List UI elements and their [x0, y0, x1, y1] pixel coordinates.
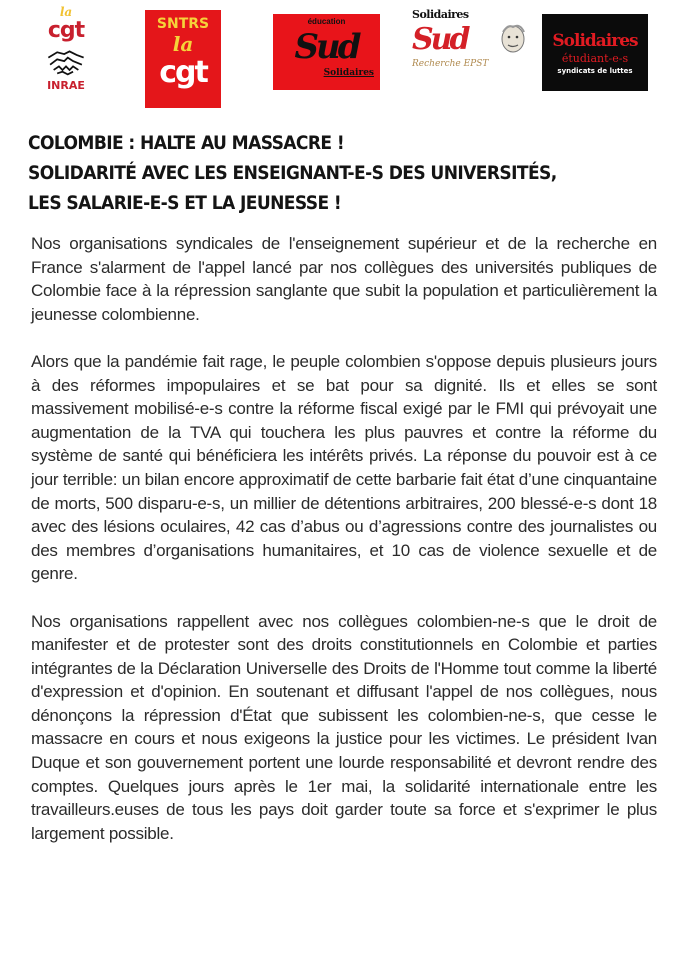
cgt-inrae-la-text: la [59, 6, 73, 19]
sud-recherche-solidaires-text: Solidaires [412, 8, 469, 21]
paragraph-3: Nos organisations rappellent avec nos collègues colombien-ne-s que le droit de manifester et de protester sont des droits constitutionnels en Colombie et parties intégrantes de la Déclaration Universelle des Droits de l'Homme tout comme la liberté d'expression et d'opinion. En soutenant et diffusant l'appel de nos collègues, nous dénonçons la répression d'État que subissent les colombien-ne-s, que cesse le massacre en cours et nous exigeons la justice pour les victimes. Le président Ivan Duque et son gouvernement portent une lourde responsabilité et devront rendre des comptes. Quelques jours après le 1er mai, la solidarité internationale entre les travailleurs.euses de tous les pays doit garder toute sa force et s'exprimer le plus largement possible. [31, 611, 657, 843]
solidaires-etudiant-solidaires-text: Solidaires [552, 30, 638, 51]
sntrs-cgt-text: cgt [159, 55, 207, 90]
title-line-1: COLOMBIE : HALTE AU MASSACRE ! [28, 132, 345, 154]
title-line-3: LES SALARIE-E-S ET LA JEUNESSE ! [28, 192, 342, 214]
sud-recherche-wordmark [412, 8, 496, 70]
sntrs-cgt-logo [145, 10, 221, 108]
solidaires-etudiant-logo [542, 14, 648, 91]
sud-education-label: éducation [307, 17, 346, 26]
sud-education-logo [273, 14, 380, 90]
paragraph-2: Alors que la pandémie fait rage, le peuple colombien s'oppose depuis plusieurs jours à des réformes impopulaires et se bat pour sa dignité. Ils et elles se sont massivement mobilisé-e-s contre la réforme fiscal exigé par le FMI qui prévoyait une augmentation de la TVA qui touchera les plus pauvres et contre la réforme du système de santé qui bénéficiera les intérêts privés. La réponse du pouvoir est à ce jour terrible: un bilan encore approximatif de cette barbarie fait état d’une cinquantaine de morts, 500 disparu-e-s, un millier de détentions arbitraires, 200 blessé-e-s dont 18 avec des lésions oculaires, 42 cas d’abus ou d’agressions contre des journalistes ou des membres d’organisations humanitaires, et 10 cas de violence sexuelle et de genre. [31, 351, 657, 584]
sud-education-sud-text: Sud [294, 27, 359, 67]
cgt-inrae-cgt-text: cgt [47, 18, 85, 43]
sntrs-text: SNTRS [156, 16, 210, 32]
solidaires-etudiant-label: étudiant-e-s [561, 51, 629, 65]
article-body [31, 232, 657, 845]
title-line-2: SOLIDARITÉ AVEC LES ENSEIGNANT-E-S DES UNIVERSITÉS, [28, 162, 557, 184]
page-title [28, 128, 668, 218]
sud-recherche-sud-text: Sud [412, 22, 468, 57]
sud-education-solidaires-text: Solidaires [323, 68, 374, 78]
inrae-text: INRAE [47, 79, 85, 92]
sntrs-la-text: la [172, 32, 194, 56]
portrait-icon [498, 24, 528, 63]
handshake-icon [44, 47, 88, 77]
solidaires-etudiant-tagline: syndicats de luttes [557, 66, 633, 75]
logo-banner [0, 0, 688, 115]
cgt-inrae-logo [36, 6, 96, 110]
sud-recherche-label: Recherche EPST [412, 59, 489, 69]
paragraph-1: Nos organisations syndicales de l'enseignement supérieur et de la recherche en France s'alarment de l'appel lancé par nos collègues des universités publiques de Colombie face à la répression sanglante que subit la population et particulièrement la jeunesse colombienne. [31, 234, 657, 324]
sud-recherche-logo [412, 8, 530, 92]
